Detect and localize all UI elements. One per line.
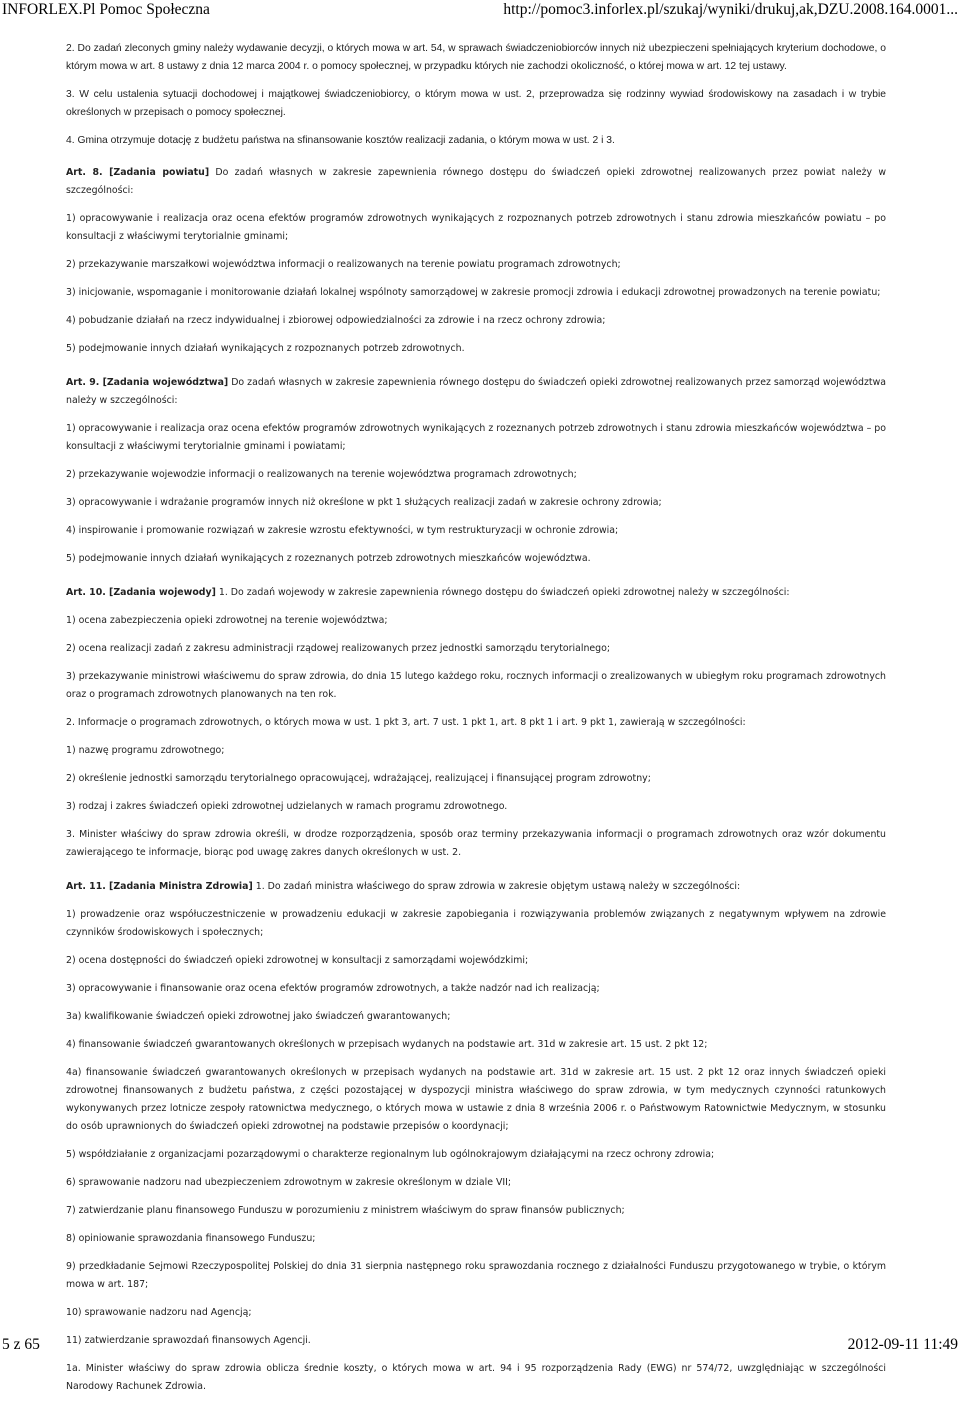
list-item: 2) ocena realizacji zadań z zakresu administracji rządowej realizowanych przez jednostki samorządu terytorialnego;: [66, 643, 611, 654]
list-item: 4a) finansowanie świadczeń gwarantowanych określonych w przepisach wydanych na podstawie art. 31d w zakresie art. 15 ust. 2 pkt 12 oraz innych świadczeń opieki zdrowotnej finansowanych z budżetu państwa, z części pozostającej w dyspozycji ministra właściwego do spraw zdrowia, w tym medycznych czynności ratunkowych wykonywanych przez lotnicze zespoły ratownictwa medycznego, o których mowa w ustawie z dnia 8 września 2006 r. o Państwowym Ratownictwie Medycznym, w stosunku do osób uprawnionych do świadczeń opieki zdrowotnej na podstawie przepisów o koordynacji;: [66, 1067, 886, 1132]
print-timestamp: 2012-09-11 11:49: [847, 1336, 958, 1353]
article-11-heading: Art. 11. [Zadania Ministra Zdrowia] 1. Do zadań ministra właściwego do spraw zdrowia w zakresie objętym ustawą należy w szczególności:: [66, 881, 741, 892]
list-item: 5) podejmowanie innych działań wynikających z rozeznanych potrzeb zdrowotnych mieszkańców województwa.: [66, 553, 591, 564]
list-item: 2) określenie jednostki samorządu terytorialnego opracowującej, wdrażającej, realizującej i finansującej program zdrowotny;: [66, 773, 651, 784]
list-item: 2) przekazywanie wojewodzie informacji o realizowanych na terenie województwa programach zdrowotnych;: [66, 469, 577, 480]
article-9-heading: Art. 9. [Zadania województwa] Do zadań własnych w zakresie zapewnienia równego dostępu do świadczeń opieki zdrowotnej realizowanych przez samorząd województwa należy w szczególności:: [66, 377, 886, 406]
article-label: Art. 8. [Zadania powiatu]: [66, 167, 210, 178]
list-item: 6) sprawowanie nadzoru nad ubezpieczeniem zdrowotnym w zakresie określonym w dziale VII;: [66, 1177, 512, 1188]
list-item: 1) prowadzenie oraz współuczestniczenie w prowadzeniu edukacji w zakresie zapobiegania i rozwiązywania problemów związanych z negatywnym wpływem na zdrowie czynników środowiskowych i społecznych;: [66, 909, 886, 938]
document-body: [66, 40, 886, 1406]
page-counter: 5 z 65: [2, 1336, 40, 1353]
article-label: Art. 10. [Zadania wojewody]: [66, 587, 216, 598]
list-item: 10) sprawowanie nadzoru nad Agencją;: [66, 1307, 252, 1318]
article-10-heading: Art. 10. [Zadania wojewody] 1. Do zadań wojewody w zakresie zapewnienia równego dostępu do świadczeń opieki zdrowotnej należy w szczególności:: [66, 587, 790, 598]
list-item: 3) rodzaj i zakres świadczeń opieki zdrowotnej udzielanych w ramach programu zdrowotnego.: [66, 801, 508, 812]
list-item: 1) opracowywanie i realizacja oraz ocena efektów programów zdrowotnych wynikających z rozpoznanych potrzeb zdrowotnych i stanu zdrowia mieszkańców powiatu – po konsultacji z właściwymi terytorialnie gminami;: [66, 213, 886, 242]
list-item: 4) inspirowanie i promowanie rozwiązań w zakresie wzrostu efektywności, w tym restrukturyzacji w ochronie zdrowia;: [66, 525, 619, 536]
list-item: 4) pobudzanie działań na rzecz indywidualnej i zbiorowej odpowiedzialności za zdrowie i na rzecz ochrony zdrowia;: [66, 315, 606, 326]
list-item: 8) opiniowanie sprawozdania finansowego Funduszu;: [66, 1233, 316, 1244]
list-item: 1) ocena zabezpieczenia opieki zdrowotnej na terenie województwa;: [66, 615, 388, 626]
paragraph: 2. Do zadań zleconych gminy należy wydawanie decyzji, o których mowa w art. 54, w sprawach świadczeniobiorców innych niż ubezpieczeni spełniających kryterium dochodowe, o którym mowa w art. 8 ustawy z dnia 12 marca 2004 r. o pomocy społecznej, w przypadku których nie zachodzi okoliczność, o której mowa w art. 12 tej ustawy.: [66, 43, 886, 72]
article-label: Art. 11. [Zadania Ministra Zdrowia]: [66, 881, 253, 892]
list-item: 2) ocena dostępności do świadczeń opieki zdrowotnej w konsultacji z samorządami wojewódzkimi;: [66, 955, 529, 966]
print-header: [0, 0, 960, 22]
paragraph: 4. Gmina otrzymuje dotację z budżetu państwa na sfinansowanie kosztów realizacji zadania, o którym mowa w ust. 2 i 3.: [66, 135, 615, 146]
list-item: 3) opracowywanie i wdrażanie programów innych niż określone w pkt 1 służących realizacji zadań w zakresie ochrony zdrowia;: [66, 497, 662, 508]
list-item: 5) współdziałanie z organizacjami pozarządowymi o charakterze regionalnym lub ogólnokrajowym działającymi na rzecz ochrony zdrowia;: [66, 1149, 715, 1160]
header-site-title: INFORLEX.Pl Pomoc Społeczna: [2, 1, 210, 18]
paragraph: 3. W celu ustalenia sytuacji dochodowej i majątkowej świadczeniobiorcy, o którym mowa w ust. 2, przeprowadza się rodzinny wywiad środowiskowy na zasadach i w trybie określonych w przepisach o pomocy społecznej.: [66, 89, 886, 118]
list-item: 2) przekazywanie marszałkowi województwa informacji o realizowanych na terenie powiatu programach zdrowotnych;: [66, 259, 621, 270]
list-item: 3) inicjowanie, wspomaganie i monitorowanie działań lokalnej wspólnoty samorządowej w zakresie promocji zdrowia i edukacji zdrowotnej prowadzonych na terenie powiatu;: [66, 287, 881, 298]
list-item: 9) przedkładanie Sejmowi Rzeczypospolitej Polskiej do dnia 31 sierpnia następnego roku sprawozdania rocznego z działalności Funduszu przygotowanego w trybie, o którym mowa w art. 187;: [66, 1261, 886, 1290]
article-8-heading: Art. 8. [Zadania powiatu] Do zadań własnych w zakresie zapewnienia równego dostępu do świadczeń opieki zdrowotnej realizowanych przez powiat należy w szczególności:: [66, 167, 886, 196]
list-item: 11) zatwierdzanie sprawozdań finansowych Agencji.: [66, 1335, 311, 1346]
list-item: 7) zatwierdzanie planu finansowego Funduszu w porozumieniu z ministrem właściwym do spraw finansów publicznych;: [66, 1205, 625, 1216]
article-label: Art. 9. [Zadania województwa]: [66, 377, 229, 388]
paragraph: 1a. Minister właściwy do spraw zdrowia oblicza średnie koszty, o których mowa w art. 94 i 95 rozporządzenia Rady (EWG) nr 574/72, uwzględniając w szczególności Narodowy Rachunek Zdrowia.: [66, 1363, 886, 1392]
header-url: http://pomoc3.inforlex.pl/szukaj/wyniki/drukuj,ak,DZU.2008.164.0001...: [503, 1, 958, 18]
paragraph: 3. Minister właściwy do spraw zdrowia określi, w drodze rozporządzenia, sposób oraz terminy przekazywania informacji o programach zdrowotnych oraz wzór dokumentu zawierającego te informacje, biorąc pod uwagę zakres danych określonych w ust. 2.: [66, 829, 886, 858]
list-item: 3a) kwalifikowanie świadczeń opieki zdrowotnej jako świadczeń gwarantowanych;: [66, 1011, 451, 1022]
list-item: 5) podejmowanie innych działań wynikających z rozpoznanych potrzeb zdrowotnych.: [66, 343, 465, 354]
print-footer: [0, 1336, 960, 1356]
list-item: 1) opracowywanie i realizacja oraz ocena efektów programów zdrowotnych wynikających z rozeznanych potrzeb zdrowotnych i stanu zdrowia mieszkańców województwa – po konsultacji z właściwymi terytorialnie gminami i powiatami;: [66, 423, 886, 452]
list-item: 4) finansowanie świadczeń gwarantowanych określonych w przepisach wydanych na podstawie art. 31d w zakresie art. 15 ust. 2 pkt 12;: [66, 1039, 708, 1050]
paragraph: 2. Informacje o programach zdrowotnych, o których mowa w ust. 1 pkt 3, art. 7 ust. 1 pkt 1, art. 8 pkt 1 i art. 9 pkt 1, zawierają w szczególności:: [66, 717, 746, 728]
list-item: 1) nazwę programu zdrowotnego;: [66, 745, 225, 756]
list-item: 3) opracowywanie i finansowanie oraz ocena efektów programów zdrowotnych, a także nadzór nad ich realizacją;: [66, 983, 600, 994]
list-item: 3) przekazywanie ministrowi właściwemu do spraw zdrowia, do dnia 15 lutego każdego roku, rocznych informacji o zrealizowanych w ubiegłym roku programach zdrowotnych oraz o programach zdrowotnych planowanych na ten rok.: [66, 671, 886, 700]
